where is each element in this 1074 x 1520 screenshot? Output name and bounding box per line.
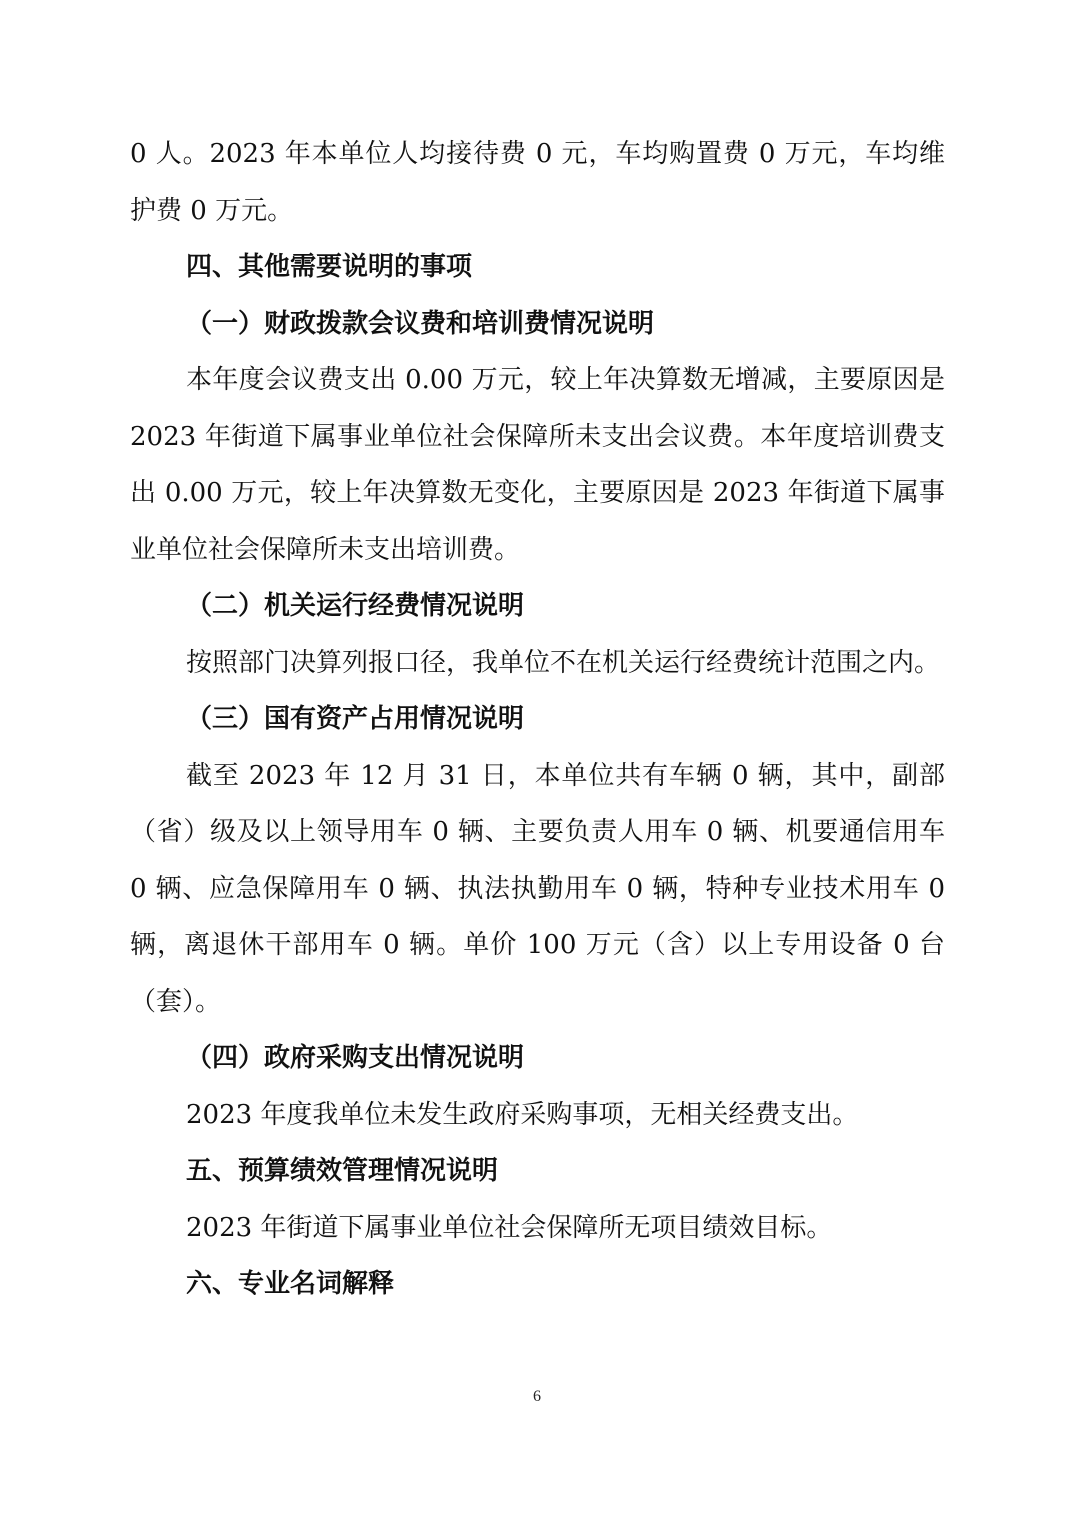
paragraph-procurement: 2023 年度我单位未发生政府采购事项，无相关经费支出。 (186, 1099, 859, 1130)
paragraph-meeting-training: 本年度会议费支出 0.00 万元，较上年决算数无增减，主要原因是 2023 年街道下属事业单位社会保障所未支出会议费。本年度培训费支出 0.00 万元，较上年决算数无变化，主要原因是 2023 年街道下属事业单位社会保障所未支出培训费。 (130, 365, 945, 565)
subsection-heading-meeting-training: （一）财政拨款会议费和培训费情况说明 (186, 308, 655, 339)
paragraph-state-assets: 截至 2023 年 12 月 31 日，本单位共有车辆 0 辆，其中，副部（省）级及以上领导用车 0 辆、主要负责人用车 0 辆、机要通信用车 0 辆、应急保障用车 0 辆、执法执勤用车 0 辆，特种专业技术用车 0 辆，离退休干部用车 0 辆。单价 100 万元（含）以上专用设备 0 台（套）。 (130, 760, 945, 1017)
subsection-heading-state-assets: （三）国有资产占用情况说明 (186, 704, 525, 734)
document-page (130, 126, 945, 1313)
paragraph-operating-costs: 按照部门决算列报口径，我单位不在机关运行经费统计范围之内。 (186, 647, 941, 678)
paragraph-vehicle-costs: 0 人。2023 年本单位人均接待费 0 元，车均购置费 0 万元，车均维护费 0 万元。 (130, 139, 945, 226)
subsection-heading-procurement: （四）政府采购支出情况说明 (186, 1043, 525, 1073)
page-number: 6 (533, 1388, 541, 1405)
section-heading-other-matters: 四、其他需要说明的事项 (186, 252, 473, 282)
section-heading-performance: 五、预算绩效管理情况说明 (186, 1156, 499, 1186)
subsection-heading-operating-costs: （二）机关运行经费情况说明 (186, 591, 525, 621)
section-heading-terms: 六、专业名词解释 (186, 1269, 395, 1299)
paragraph-performance: 2023 年街道下属事业单位社会保障所无项目绩效目标。 (186, 1212, 833, 1243)
